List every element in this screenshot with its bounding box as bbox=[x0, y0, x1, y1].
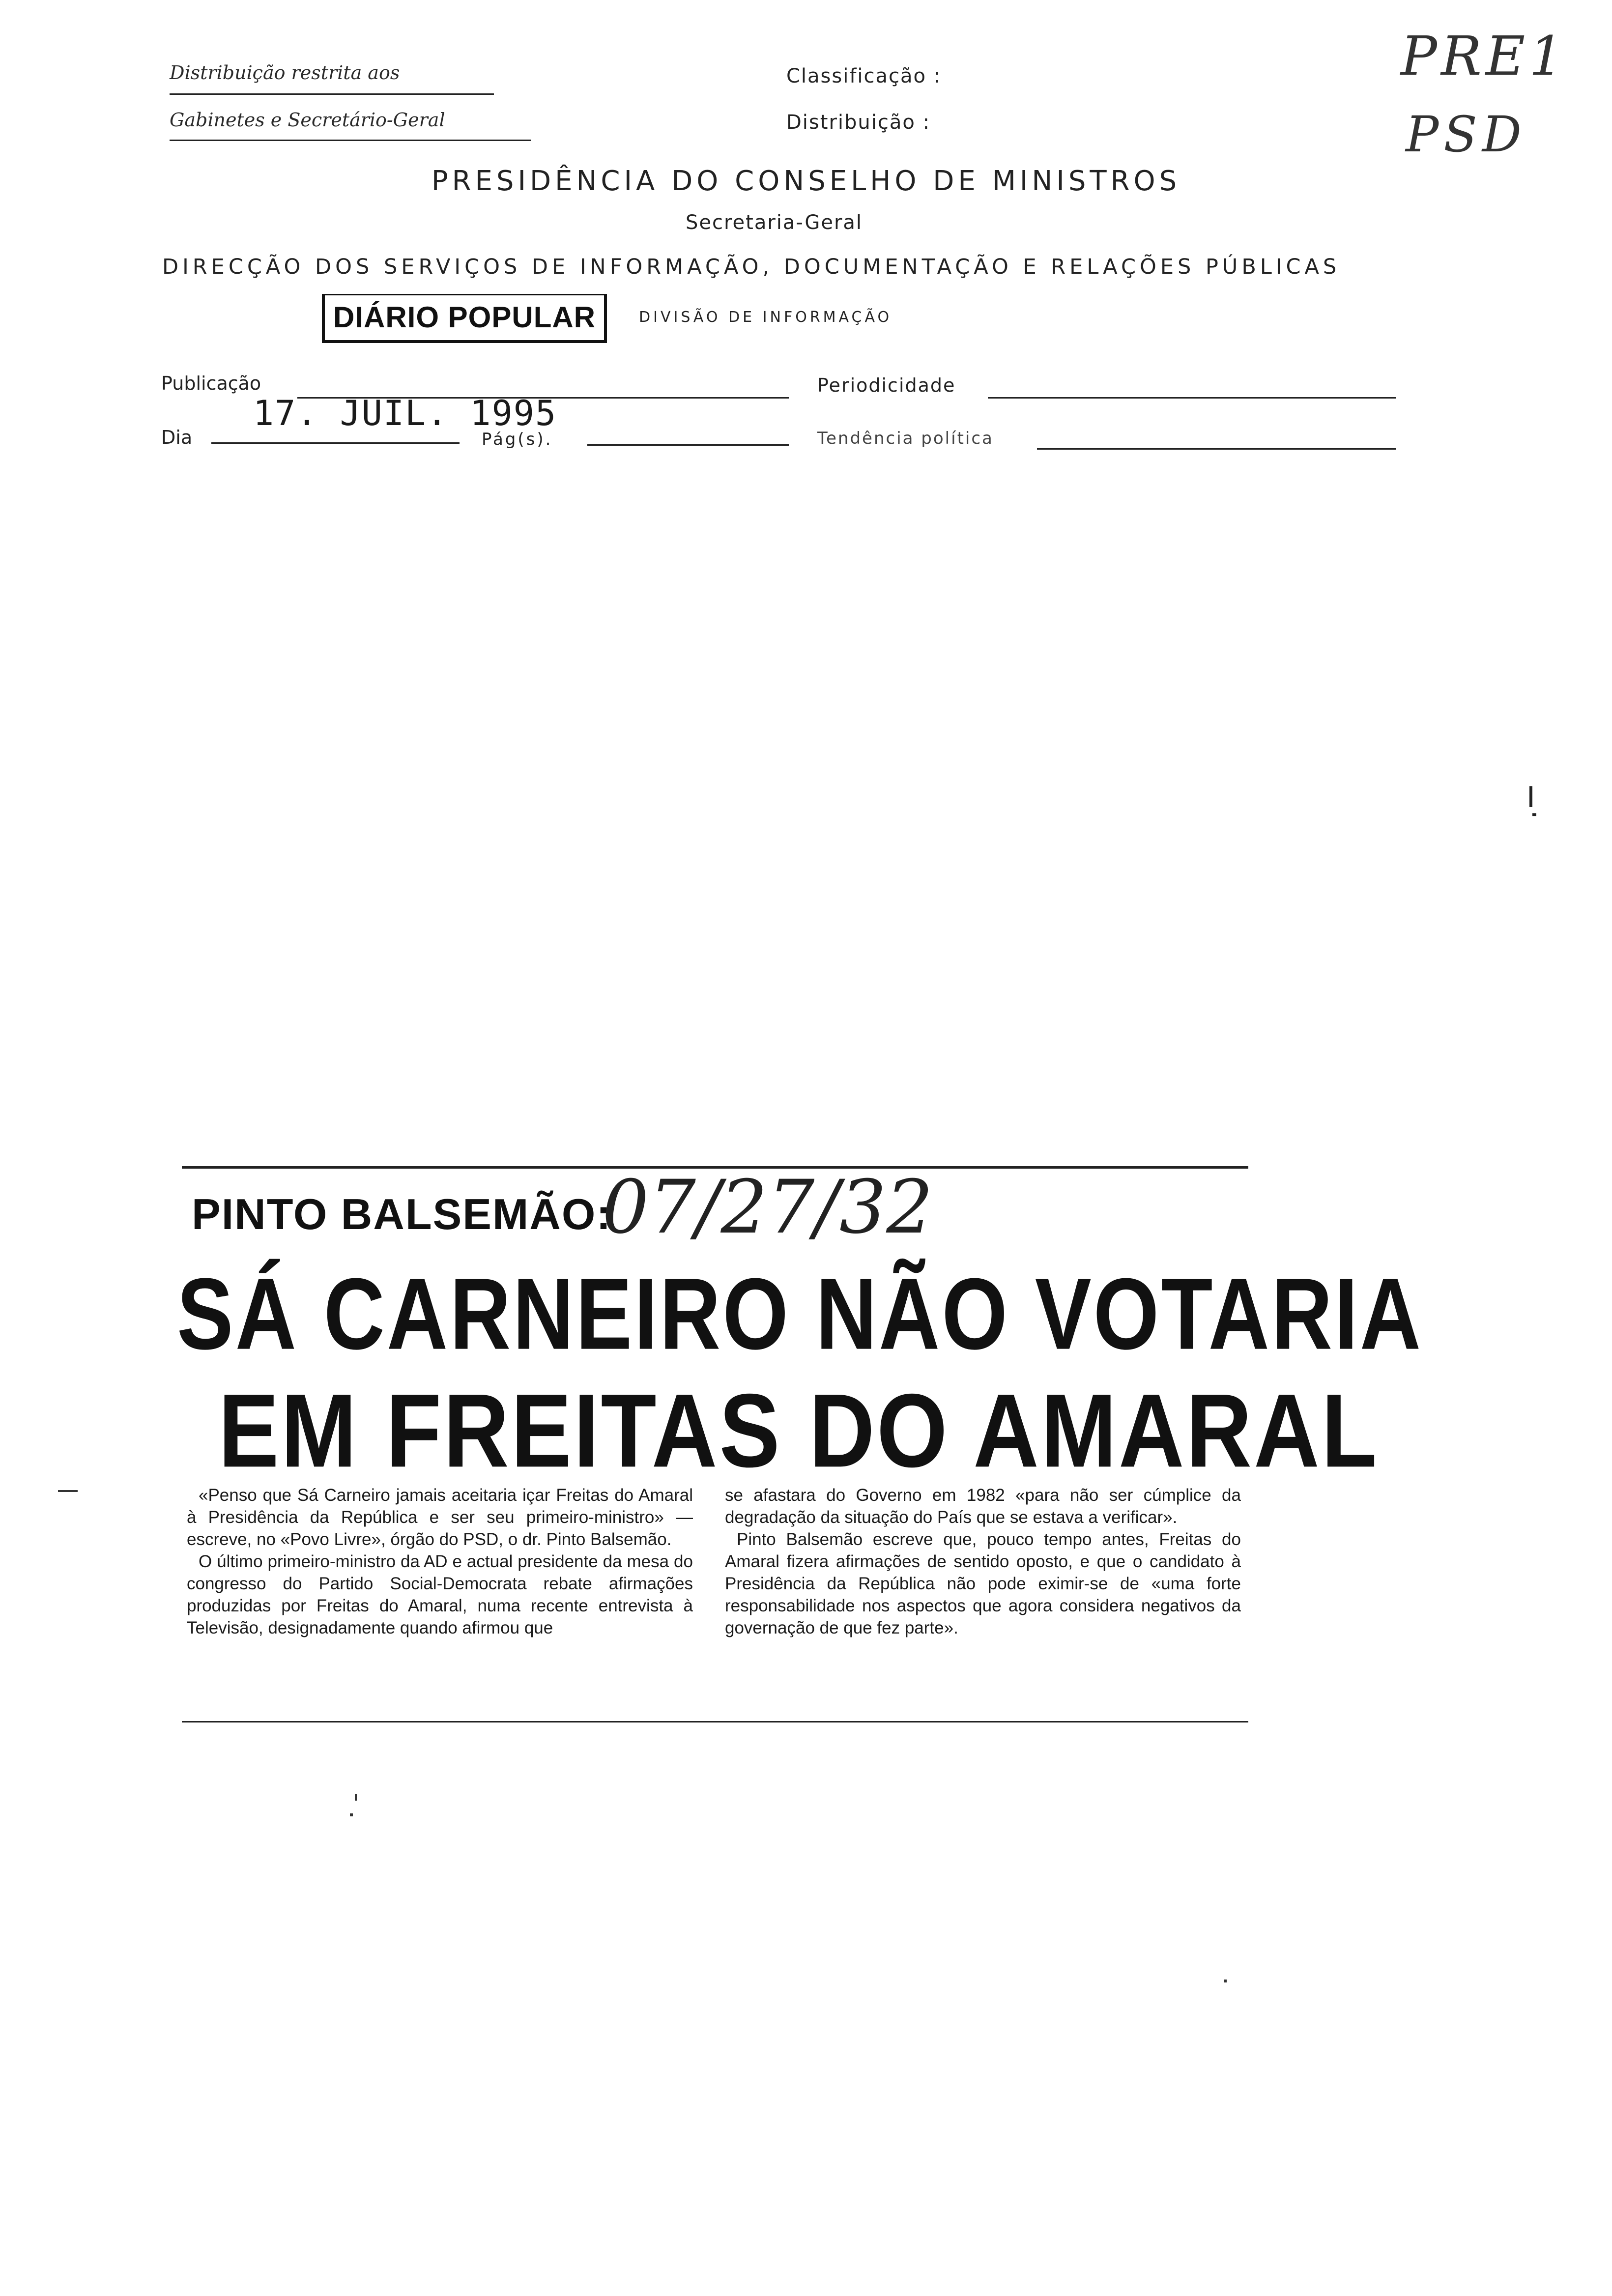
article-headline-line2: EM FREITAS DO AMARAL bbox=[218, 1373, 1379, 1490]
scan-speck bbox=[1529, 786, 1532, 807]
day-field-line bbox=[211, 442, 460, 444]
tendency-label: Tendência política bbox=[817, 429, 994, 448]
handwritten-corner-code: PRE1 bbox=[1401, 25, 1568, 87]
restricted-underline-2 bbox=[170, 140, 531, 141]
handwritten-corner-party: PSD bbox=[1406, 106, 1526, 163]
scan-speck bbox=[58, 1490, 78, 1492]
article-column-1 bbox=[187, 1484, 693, 1639]
scan-speck bbox=[1532, 813, 1536, 816]
scan-speck bbox=[355, 1794, 357, 1801]
publication-label: Publicação bbox=[161, 373, 261, 394]
institution-title: PRESIDÊNCIA DO CONSELHO DE MINISTROS bbox=[431, 165, 1181, 197]
restricted-underline-1 bbox=[170, 93, 494, 95]
newspaper-stamp bbox=[322, 294, 607, 343]
scan-speck bbox=[1224, 1980, 1227, 1982]
periodicity-label: Periodicidade bbox=[817, 374, 956, 396]
secretariat-title: Secretaria-Geral bbox=[686, 211, 863, 234]
division-label: DIVISÃO DE INFORMAÇÃO bbox=[639, 309, 892, 326]
column-1-paragraph-2: O último primeiro-ministro da AD e actual presidente da mesa do congresso do Partido Social-Democrata rebate afirmações produzidas por Freitas do Amaral, numa recente entrevista à Televisão, designadamente quando afirmou que bbox=[187, 1552, 693, 1637]
day-label: Dia bbox=[161, 427, 193, 448]
article-kicker: PINTO BALSEMÃO: bbox=[192, 1190, 612, 1238]
pages-field-line bbox=[587, 444, 789, 446]
column-1-paragraph-1: «Penso que Sá Carneiro jamais aceitaria içar Freitas do Amaral à Presidência da República e ser seu primeiro-ministro» — escreve, no «Povo Livre», órgão do PSD, o dr. Pinto Balsemão. bbox=[187, 1486, 693, 1549]
date-stamp: 17. JUIL. 1995 bbox=[253, 393, 557, 433]
restricted-distribution-line1: Distribuição restrita aos bbox=[170, 62, 400, 84]
handwritten-headline-code: 07/27/32 bbox=[602, 1165, 933, 1250]
directorate-title: DIRECÇÃO DOS SERVIÇOS DE INFORMAÇÃO, DOCUMENTAÇÃO E RELAÇÕES PÚBLICAS bbox=[162, 255, 1341, 279]
restricted-distribution-line2: Gabinetes e Secretário-Geral bbox=[170, 109, 445, 131]
scan-speck bbox=[350, 1813, 353, 1816]
periodicity-field-line bbox=[988, 397, 1396, 399]
distribution-label: Distribuição : bbox=[786, 111, 931, 134]
column-2-paragraph-2: Pinto Balsemão escreve que, pouco tempo antes, Freitas do Amaral fizera afirmações de sentido oposto, e que o candidato à Presidência da República não pode eximir-se de «uma forte responsabilidade nos aspectos que agora considera negativos da governação de que fez parte». bbox=[725, 1530, 1241, 1637]
article-headline-line1: SÁ CARNEIRO NÃO VOTARIA bbox=[177, 1257, 1423, 1371]
article-column-2 bbox=[725, 1484, 1241, 1639]
article-bottom-rule bbox=[182, 1721, 1248, 1722]
newspaper-name: DIÁRIO POPULAR bbox=[333, 301, 596, 334]
tendency-field-line bbox=[1037, 448, 1396, 450]
classification-label: Classificação : bbox=[786, 65, 942, 87]
pages-label: Pág(s). bbox=[482, 430, 553, 449]
column-2-paragraph-1: se afastara do Governo em 1982 «para não ser cúmplice da degradação da situação do País que se estava a verificar». bbox=[725, 1486, 1241, 1527]
